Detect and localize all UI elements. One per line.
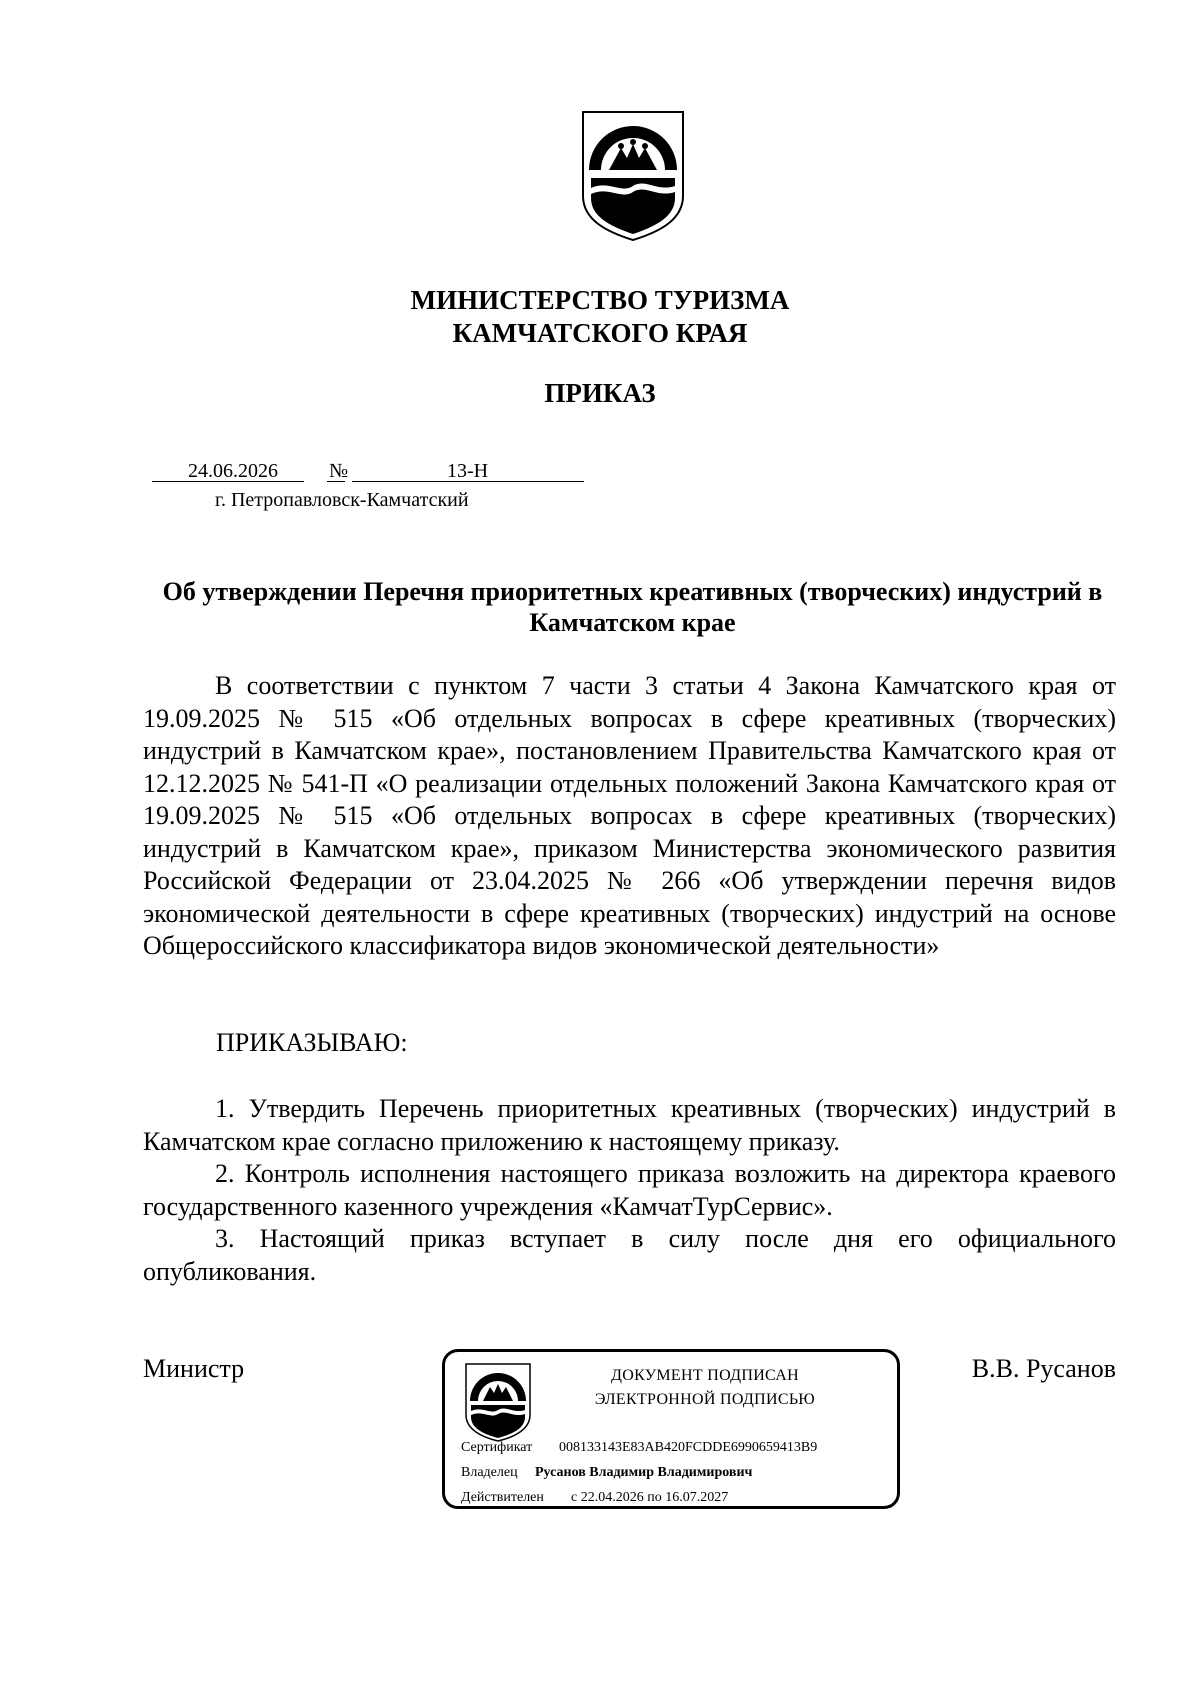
preamble-paragraph: В соответствии с пунктом 7 части 3 статьи 4 Закона Камчатского края от 19.09.2025 № 515 «Об отдельных вопросах в сфере креативных (творческих) индустрий в Камчатском крае», постановлением Правительства Камчатского края от 12.12.2025 № 541-П «О реализации отдельных положений Закона Камчатского края от 19.09.2025 № 515 «Об отдельных вопросах в сфере креативных (творческих) индустрий в Камчатском крае», приказом Министерства экономического развития Российской Федерации от 23.04.2025 № 266 «Об утверждении перечня видов экономической деятельности в сфере креативных (творческих) индустрий на основе Общероссийского классификатора видов экономической деятельности» xyxy=(143,671,1116,960)
owner-value: Русанов Владимир Владимирович xyxy=(535,1465,753,1480)
stamp-validity-row xyxy=(461,1490,728,1506)
order-items xyxy=(143,1093,1116,1288)
order-item: 2. Контроль исполнения настоящего приказа возложить на директора краевого государственного казенного учреждения «КамчатТурСервис». xyxy=(143,1159,1116,1221)
ministry-name-line2: КАМЧАТСКОГО КРАЯ xyxy=(452,318,748,348)
city-line: г. Петропавловск-Камчатский xyxy=(215,489,469,511)
stamp-title xyxy=(545,1364,865,1412)
number-sign: № xyxy=(329,460,349,482)
document-subject: Об утверждении Перечня приоритетных креативных (творческих) индустрий в Камчатском крае xyxy=(162,577,1103,637)
document-date: 24.06.2026 xyxy=(188,460,278,482)
validity-value: с 22.04.2026 по 16.07.2027 xyxy=(571,1490,729,1505)
signer-name: В.В. Русанов xyxy=(971,1354,1116,1383)
stamp-owner-row xyxy=(461,1465,752,1481)
certificate-label: Сертификат xyxy=(461,1440,533,1455)
order-item: 3. Настоящий приказ вступает в силу после дня его официального опубликования. xyxy=(143,1224,1116,1286)
validity-label: Действителен xyxy=(461,1490,544,1505)
signer-position: Министр xyxy=(143,1354,245,1383)
ministry-name-line1: МИНИСТЕРСТВО ТУРИЗМА xyxy=(410,285,790,315)
order-word: ПРИКАЗЫВАЮ: xyxy=(216,1028,408,1057)
stamp-certificate-row xyxy=(461,1440,817,1456)
document-number: 13-Н xyxy=(447,460,489,482)
electronic-signature-stamp xyxy=(442,1349,900,1509)
kamchatka-coat-of-arms-icon xyxy=(463,1361,533,1443)
owner-label: Владелец xyxy=(461,1465,518,1480)
stamp-title-line1: ДОКУМЕНТ ПОДПИСАН xyxy=(611,1367,799,1384)
stamp-title-line2: ЭЛЕКТРОННОЙ ПОДПИСЬЮ xyxy=(594,1391,816,1408)
order-item: 1. Утвердить Перечень приоритетных креативных (творческих) индустрий в Камчатском крае согласно приложению к настоящему приказу. xyxy=(143,1094,1116,1156)
kamchatka-coat-of-arms-icon xyxy=(579,108,687,242)
registration-line xyxy=(152,460,582,484)
document-type: ПРИКАЗ xyxy=(544,378,656,408)
certificate-value: 008133143E83AB420FCDDE6990659413B9 xyxy=(559,1440,818,1455)
